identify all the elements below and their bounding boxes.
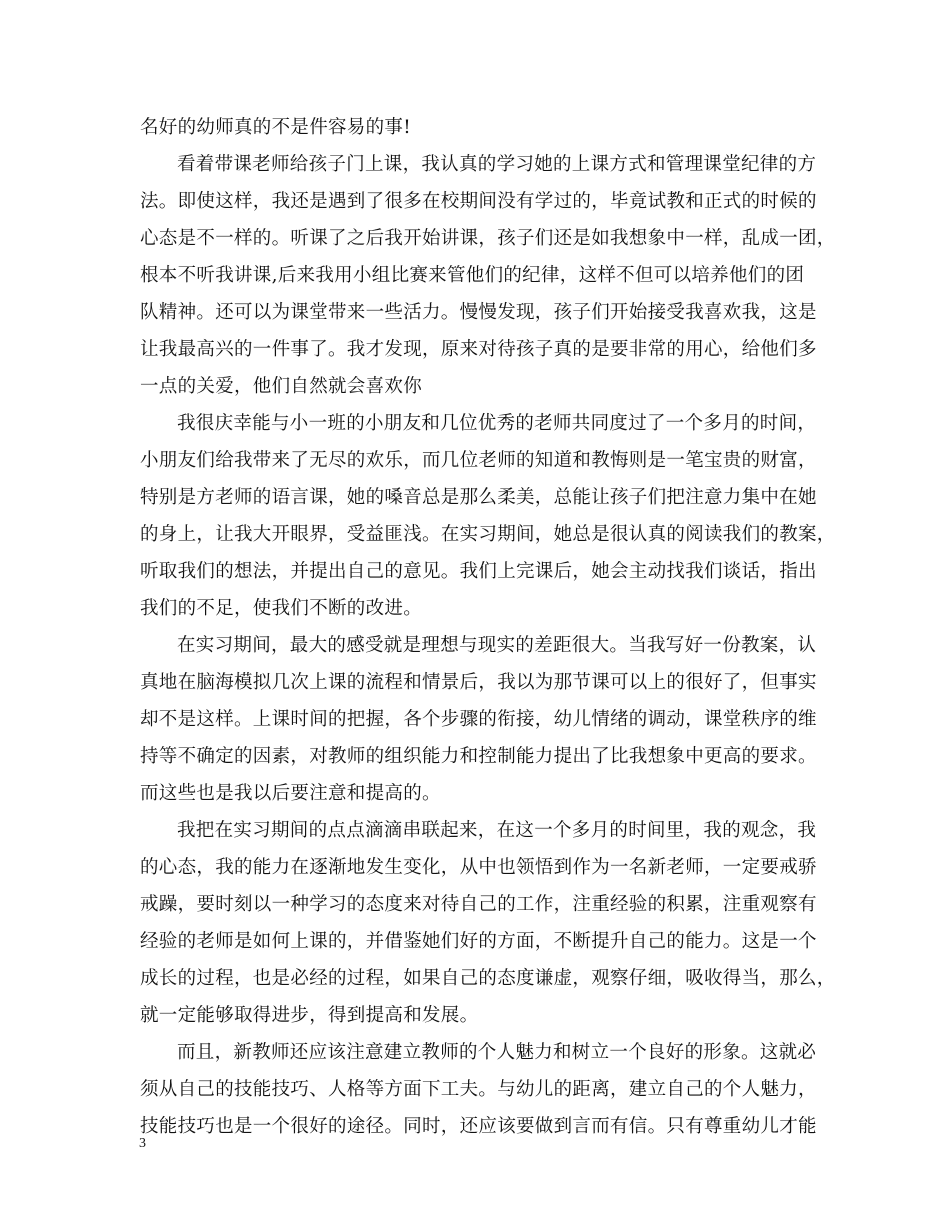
- text-line: 法。即使这样，我还是遇到了很多在校期间没有学过的，毕竟试教和正式的时候的: [140, 191, 817, 212]
- text-line: 心态是不一样的。听课了之后我开始讲课，孩子们还是如我想象中一样，乱成一团，: [140, 228, 836, 249]
- text-line: 听取我们的想法，并提出自己的意见。我们上完课后，她会主动找我们谈话，指出: [140, 561, 817, 582]
- text-line: 而这些也是我以后要注意和提高的。: [140, 783, 441, 804]
- text-line: 戒躁，要时刻以一种学习的态度来对待自己的工作，注重经验的积累，注重观察有: [140, 894, 817, 915]
- text-line: 小朋友们给我带来了无尽的欢乐，而几位老师的知道和教悔则是一笔宝贵的财富，: [140, 450, 817, 471]
- text-line: 真地在脑海模拟几次上课的流程和情景后，我以为那节课可以上的很好了，但事实: [140, 672, 817, 693]
- text-line: 一点的关爱，他们自然就会喜欢你: [140, 376, 423, 397]
- text-line: 技能技巧也是一个很好的途径。同时，还应该要做到言而有信。只有尊重幼儿才能: [140, 1116, 817, 1137]
- paragraph-first-line: 看着带课老师给孩子门上课，我认真的学习她的上课方式和管理课堂纪律的方: [177, 154, 817, 175]
- text-line: 须从自己的技能技巧、人格等方面下工夫。与幼儿的距离，建立自己的个人魅力，: [140, 1079, 817, 1100]
- text-line: 队精神。还可以为课堂带来一些活力。慢慢发现，孩子们开始接受我喜欢我，这是: [140, 302, 817, 323]
- text-line: 名好的幼师真的不是件容易的事!: [140, 117, 411, 138]
- text-line: 却不是这样。上课时间的把握，各个步骤的衔接，幼儿情绪的调动，课堂秩序的维: [140, 709, 817, 730]
- text-line: 我们的不足，使我们不断的改进。: [140, 598, 423, 619]
- text-line: 的身上，让我大开眼界，受益匪浅。在实习期间，她总是很认真的阅读我们的教案，: [140, 524, 836, 545]
- paragraph-first-line: 在实习期间，最大的感受就是理想与现实的差距很大。当我写好一份教案，认: [177, 635, 817, 656]
- text-line: 持等不确定的因素，对教师的组织能力和控制能力提出了比我想象中更高的要求。: [140, 746, 817, 767]
- text-line: 根本不听我讲课,后来我用小组比赛来管他们的纪律，这样不但可以培养他们的团: [140, 265, 805, 286]
- text-line: 让我最高兴的一件事了。我才发现，原来对待孩子真的是要非常的用心，给他们多: [140, 339, 817, 360]
- paragraph-first-line: 而且，新教师还应该注意建立教师的个人魅力和树立一个良好的形象。这就必: [177, 1042, 817, 1063]
- text-line: 经验的老师是如何上课的，并借鉴她们好的方面，不断提升自己的能力。这是一个: [140, 931, 817, 952]
- text-line: 就一定能够取得进步，得到提高和发展。: [140, 1005, 479, 1026]
- page-number: 3: [139, 1136, 146, 1151]
- text-line: 特别是方老师的语言课，她的嗓音总是那么柔美，总能让孩子们把注意力集中在她: [140, 487, 817, 508]
- paragraph-first-line: 我很庆幸能与小一班的小朋友和几位优秀的老师共同度过了一个多月的时间，: [177, 413, 817, 434]
- paragraph-first-line: 我把在实习期间的点点滴滴串联起来，在这一个多月的时间里，我的观念，我: [177, 820, 817, 841]
- text-line: 成长的过程，也是必经的过程，如果自己的态度谦虚，观察仔细，吸收得当，那么，: [140, 968, 836, 989]
- text-line: 的心态，我的能力在逐渐地发生变化，从中也领悟到作为一名新老师，一定要戒骄: [140, 857, 817, 878]
